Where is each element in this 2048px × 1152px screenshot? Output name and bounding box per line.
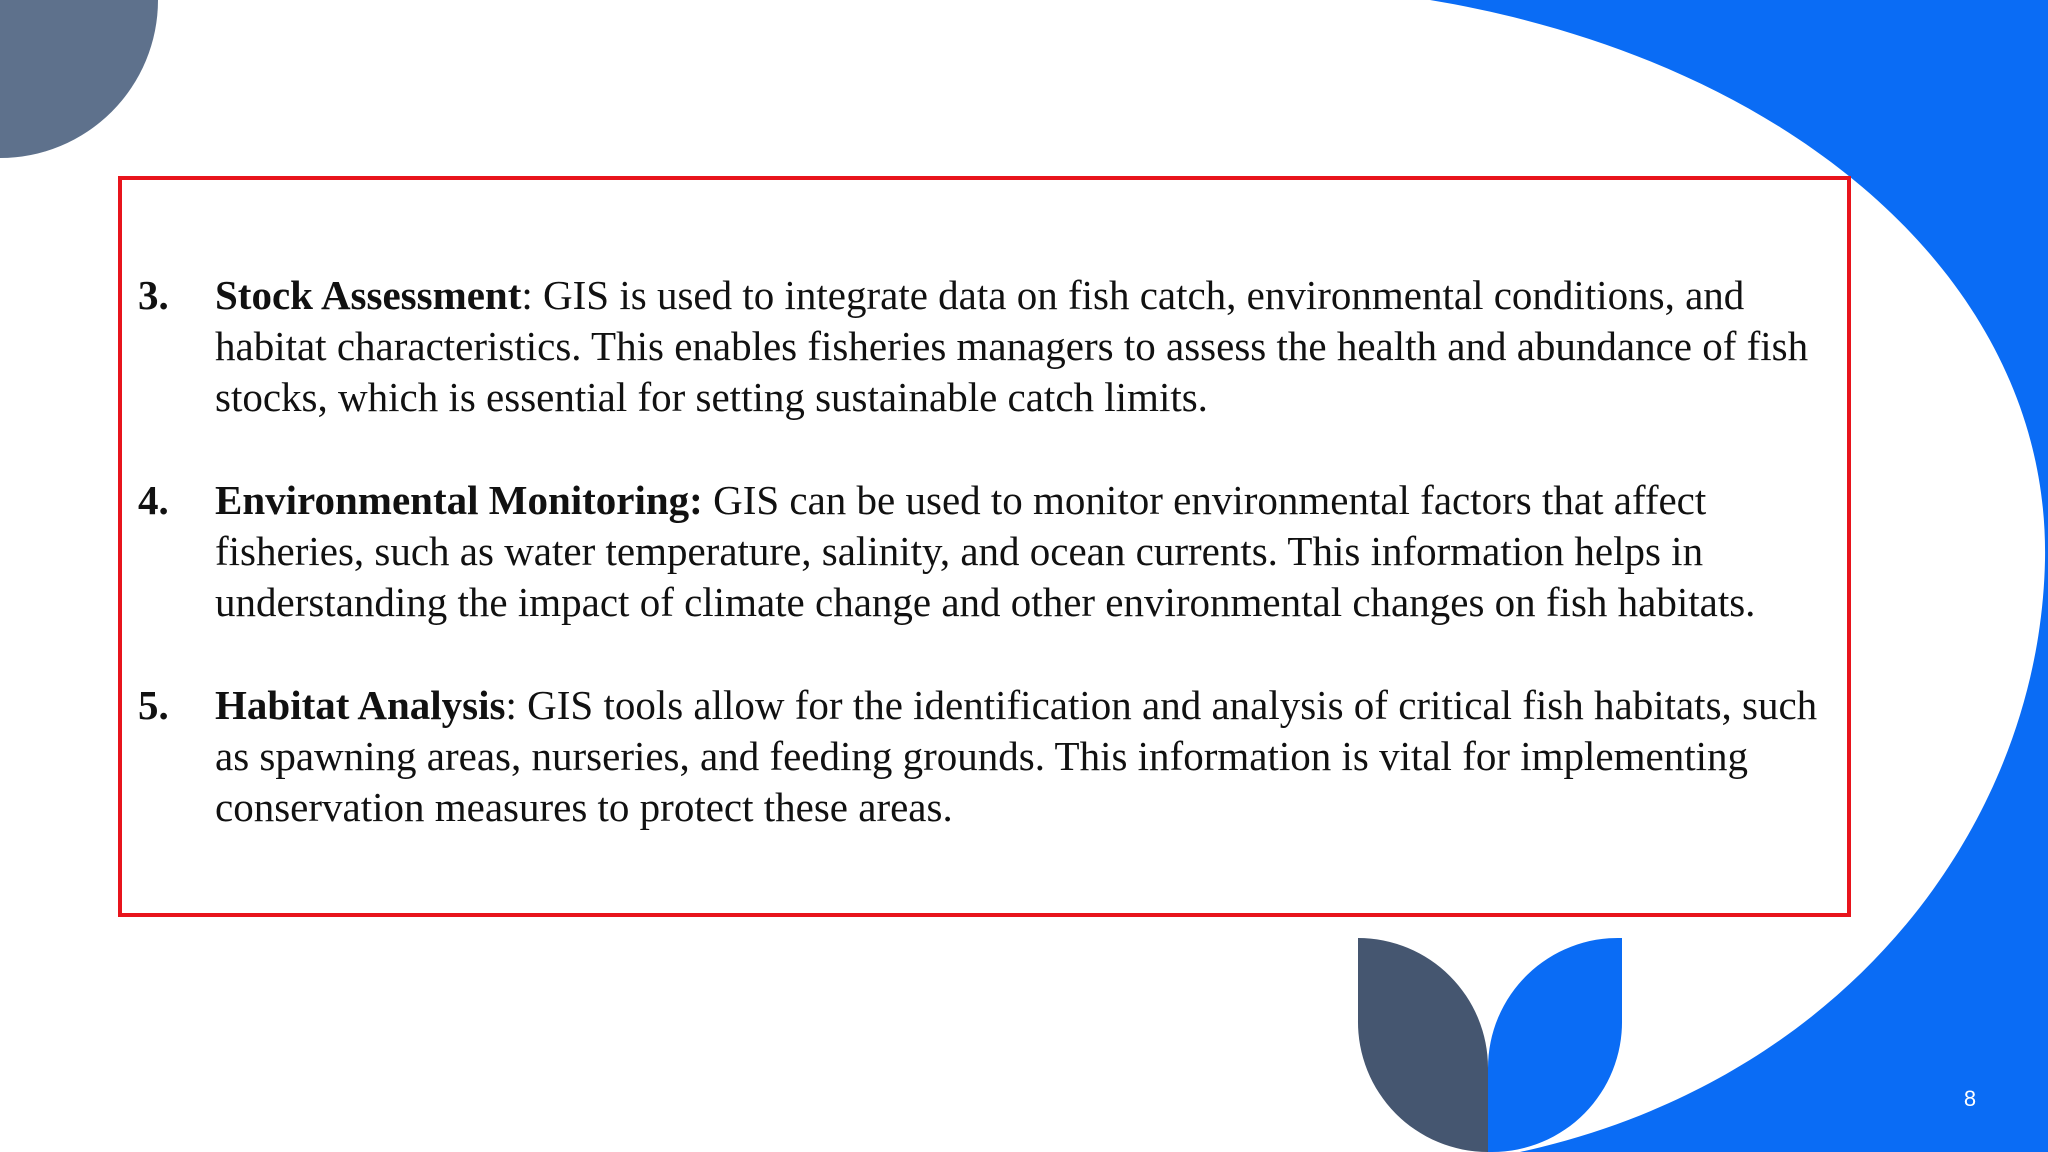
list-item-term: Stock Assessment: [215, 272, 522, 318]
list-item: [138, 270, 1838, 423]
page-number: 8: [1963, 1086, 1977, 1111]
content-frame: [118, 176, 1851, 917]
list-item-text: : GIS is used to integrate data on fish catch, environmental conditions, and habitat characteristics. This enables fisheries managers to assess the health and abundance of fish stocks, which is essential for setting sustainable catch limits.: [215, 272, 1809, 420]
list-item-text: : GIS tools allow for the identification and analysis of critical fish habitats, such as spawning areas, nurseries, and feeding grounds. This information is vital for implementing conservation measures to protect these areas.: [215, 682, 1818, 830]
corner-circle-shape: [0, 0, 158, 158]
list-item: [138, 680, 1838, 833]
list-item-term: Habitat Analysis: [215, 682, 506, 728]
numbered-list: [138, 270, 1838, 885]
list-item-number: 5.: [138, 682, 169, 728]
dark-leaf-shape: [1358, 938, 1488, 1152]
list-item-number: 3.: [138, 272, 169, 318]
list-item: [138, 475, 1838, 628]
blue-leaf-shape: [1488, 938, 1622, 1152]
list-item-number: 4.: [138, 477, 169, 523]
list-item-text: GIS can be used to monitor environmental factors that affect fisheries, such as water temperature, salinity, and ocean currents. This information helps in understanding the impact of climate change and other environmental changes on fish habitats.: [215, 477, 1756, 625]
list-item-term: Environmental Monitoring:: [215, 477, 703, 523]
